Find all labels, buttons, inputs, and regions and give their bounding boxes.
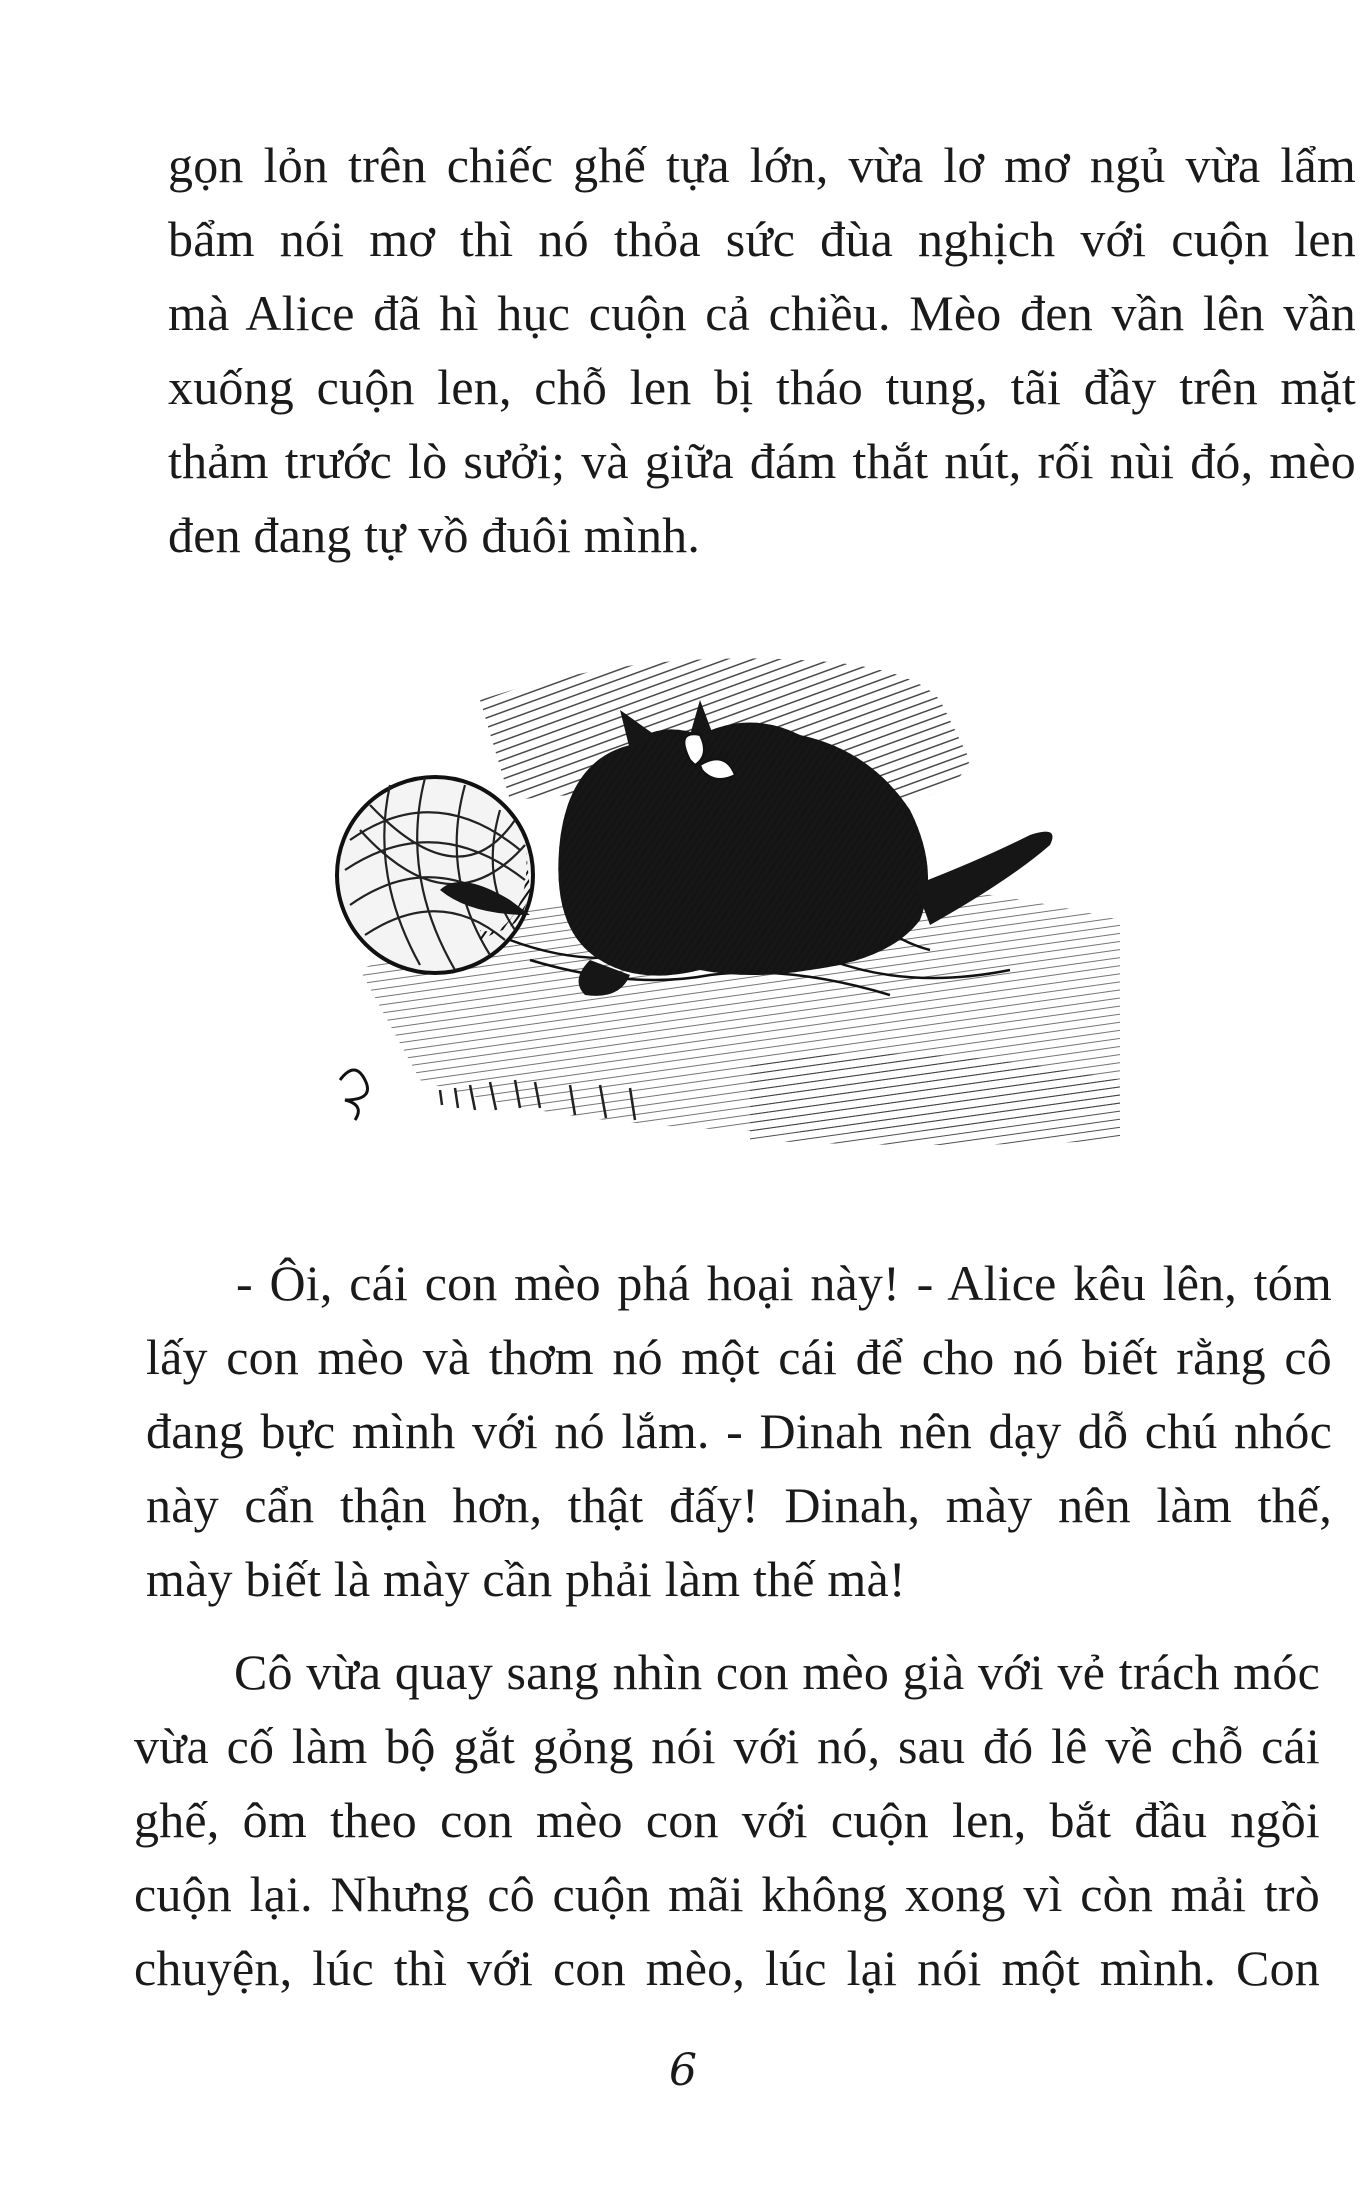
paragraph-1 [168,128,1356,572]
text-line: vừa cố làm bộ gắt gỏng nói với nó, sau đó lê về chỗ cái [134,1718,1320,1774]
paragraph-3 [134,1635,1320,2005]
text-line: đang bực mình với nó lắm. - Dinah nên dạy dỗ chú nhóc [146,1403,1332,1459]
kitten-with-yarn-illustration [330,640,1140,1150]
text-line: thảm trước lò sưởi; và giữa đám thắt nút, rối nùi đó, mèo [168,433,1356,489]
text-line: - Ôi, cái con mèo phá hoại này! - Alice kêu lên, tóm [236,1255,1332,1311]
text-line: gọn lỏn trên chiếc ghế tựa lớn, vừa lơ mơ ngủ vừa lẩm [168,137,1356,193]
page-number: 6 [669,2045,697,2096]
text-line: bẩm nói mơ thì nó thỏa sức đùa nghịch với cuộn len [168,211,1356,267]
text-line: chuyện, lúc thì với con mèo, lúc lại nói một mình. Con [134,1940,1320,1996]
paragraph-2 [146,1246,1332,1616]
kitten-with-yarn-engraving-icon [330,640,1140,1150]
text-line: xuống cuộn len, chỗ len bị tháo tung, tãi đầy trên mặt [168,359,1356,415]
text-line: Cô vừa quay sang nhìn con mèo già với vẻ trách móc [234,1644,1320,1700]
text-line: đen đang tự vồ đuôi mình. [168,507,701,563]
text-line: mày biết là mày cần phải làm thế mà! [146,1551,906,1607]
text-line: này cẩn thận hơn, thật đấy! Dinah, mày nên làm thế, [146,1477,1332,1533]
text-line: cuộn lại. Nhưng cô cuộn mãi không xong vì còn mải trò [134,1866,1320,1922]
text-line: mà Alice đã hì hục cuộn cả chiều. Mèo đen vần lên vần [168,285,1356,341]
text-line: ghế, ôm theo con mèo con với cuộn len, bắt đầu ngồi [134,1792,1320,1848]
text-line: lấy con mèo và thơm nó một cái để cho nó biết rằng cô [146,1329,1332,1385]
